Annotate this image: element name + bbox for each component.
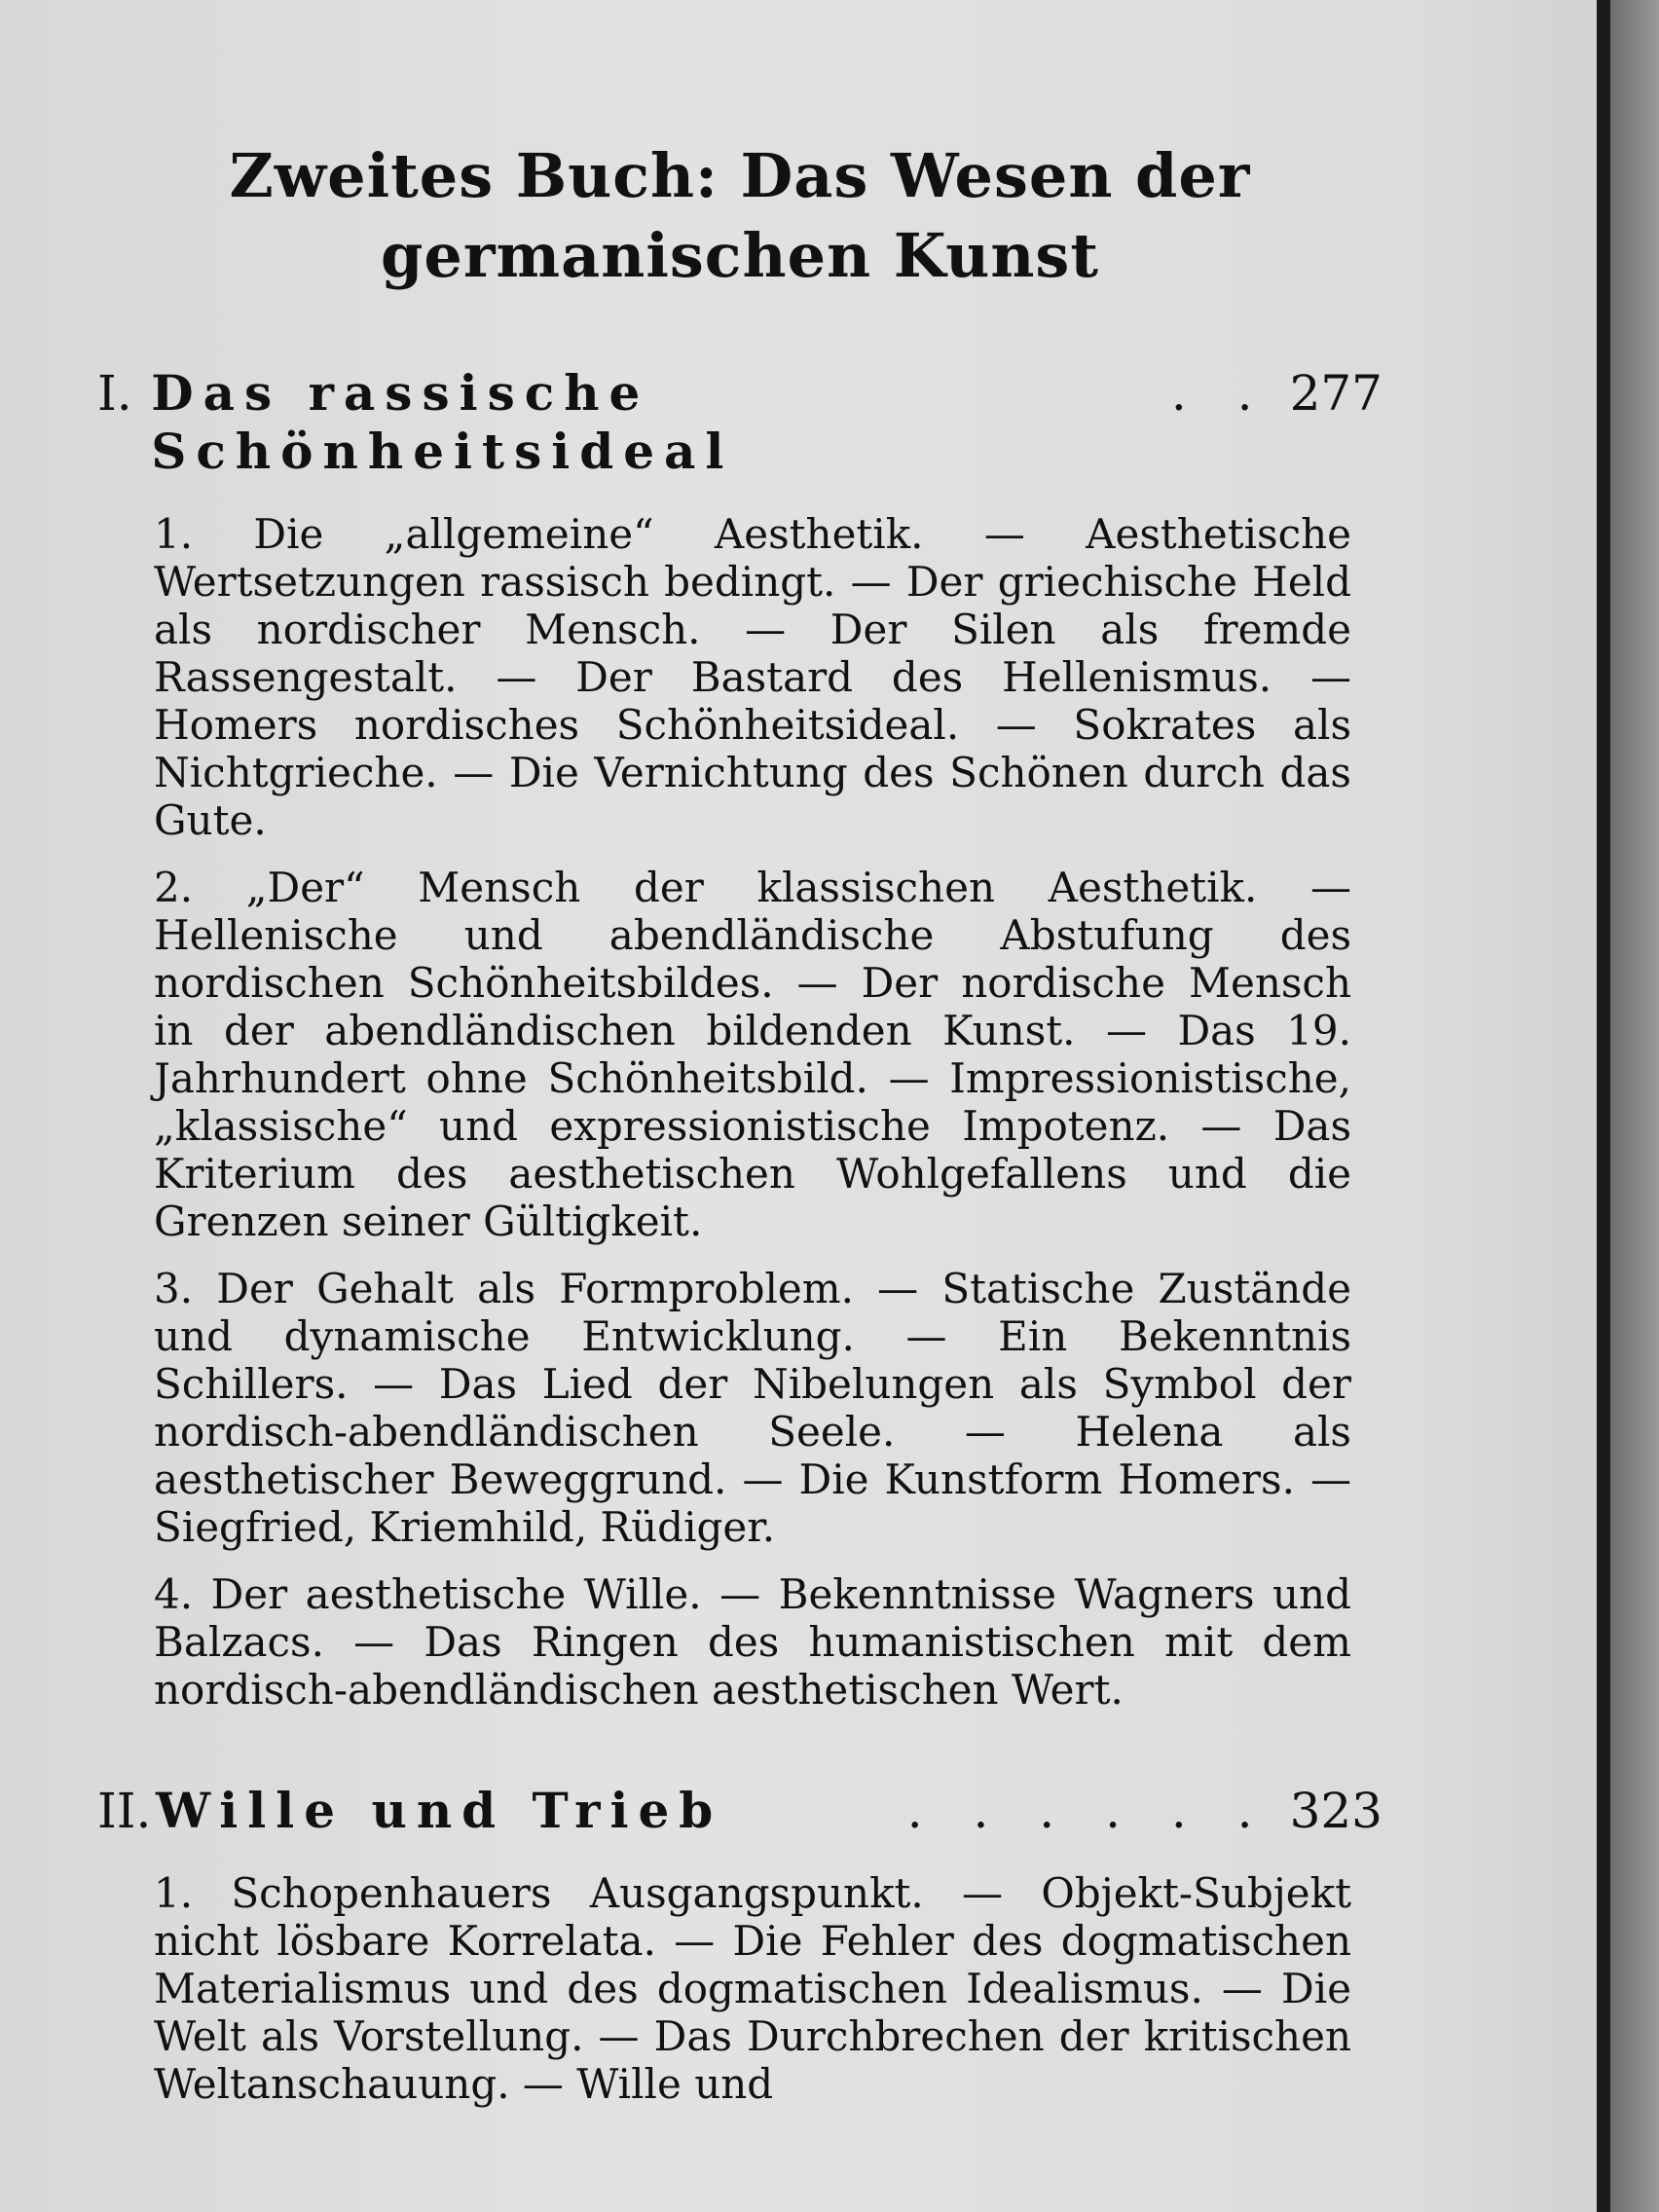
section-entry: 4. Der aesthetische Wille. — Bekenntnisse Wagners und Balzacs. — Das Ringen des humanistischen mit dem nordisch-abendländischen aesthetischen Wert. xyxy=(154,1570,1351,1714)
leader-dots: . . xyxy=(1170,365,1271,422)
section-list xyxy=(97,1869,1351,2108)
chapter-heading xyxy=(97,364,1382,481)
page-edge xyxy=(1597,0,1610,2212)
chapter-number: II. xyxy=(97,1783,152,1839)
chapter-title: Wille und Trieb xyxy=(156,1782,723,1839)
chapter-number: I. xyxy=(97,365,132,422)
adjacent-page-strip xyxy=(1610,0,1659,2212)
chapter-heading xyxy=(97,1782,1382,1840)
section-list xyxy=(97,510,1351,1714)
section-entry: 3. Der Gehalt als Formproblem. — Statische Zustände und dynamische Entwicklung. — Ein Bekenntnis Schillers. — Das Lied der Nibelungen als Symbol der nordisch-abendländischen Seele. — Helena als aesthetischer Beweggrund. — Die Kunstform Homers. — Siegfried, Kriemhild, Rüdiger. xyxy=(154,1265,1351,1551)
book-page xyxy=(97,136,1382,2127)
section-entry: 1. Die „allgemeine“ Aesthetik. — Aesthetische Wertsetzungen rassisch bedingt. — Der griechische Held als nordischer Mensch. — Der Silen als fremde Rassengestalt. — Der Bastard des Hellenismus. — Homers nordisches Schönheitsideal. — Sokrates als Nichtgrieche. — Die Vernichtung des Schönen durch das Gute. xyxy=(154,510,1351,844)
page-number: 323 xyxy=(1289,1783,1382,1839)
section-entry: 2. „Der“ Mensch der klassischen Aesthetik. — Hellenische und abendländische Abstufung des nordischen Schönheitsbildes. — Der nordische Mensch in der abendländischen bildenden Kunst. — Das 19. Jahrhundert ohne Schönheitsbild. — Impressionistische, „klassische“ und expressionistische Impotenz. — Das Kriterium des aesthetischen Wohlgefallens und die Grenzen seiner Gültigkeit. xyxy=(154,864,1351,1245)
chapter-title: Das rassische Schönheitsideal xyxy=(151,364,734,480)
page-number: 277 xyxy=(1289,365,1382,422)
section-entry: 1. Schopenhauers Ausgangspunkt. — Objekt-Subjekt nicht lösbare Korrelata. — Die Fehler des dogmatischen Materialismus und des dogmatischen Idealismus. — Die Welt als Vorstellung. — Das Durchbrechen der kritischen Weltanschauung. — Wille und xyxy=(154,1869,1351,2108)
leader-dots: . . . . . . xyxy=(906,1783,1271,1839)
book-title: Zweites Buch: Das Wesen der germanischen Kunst xyxy=(229,140,1251,291)
